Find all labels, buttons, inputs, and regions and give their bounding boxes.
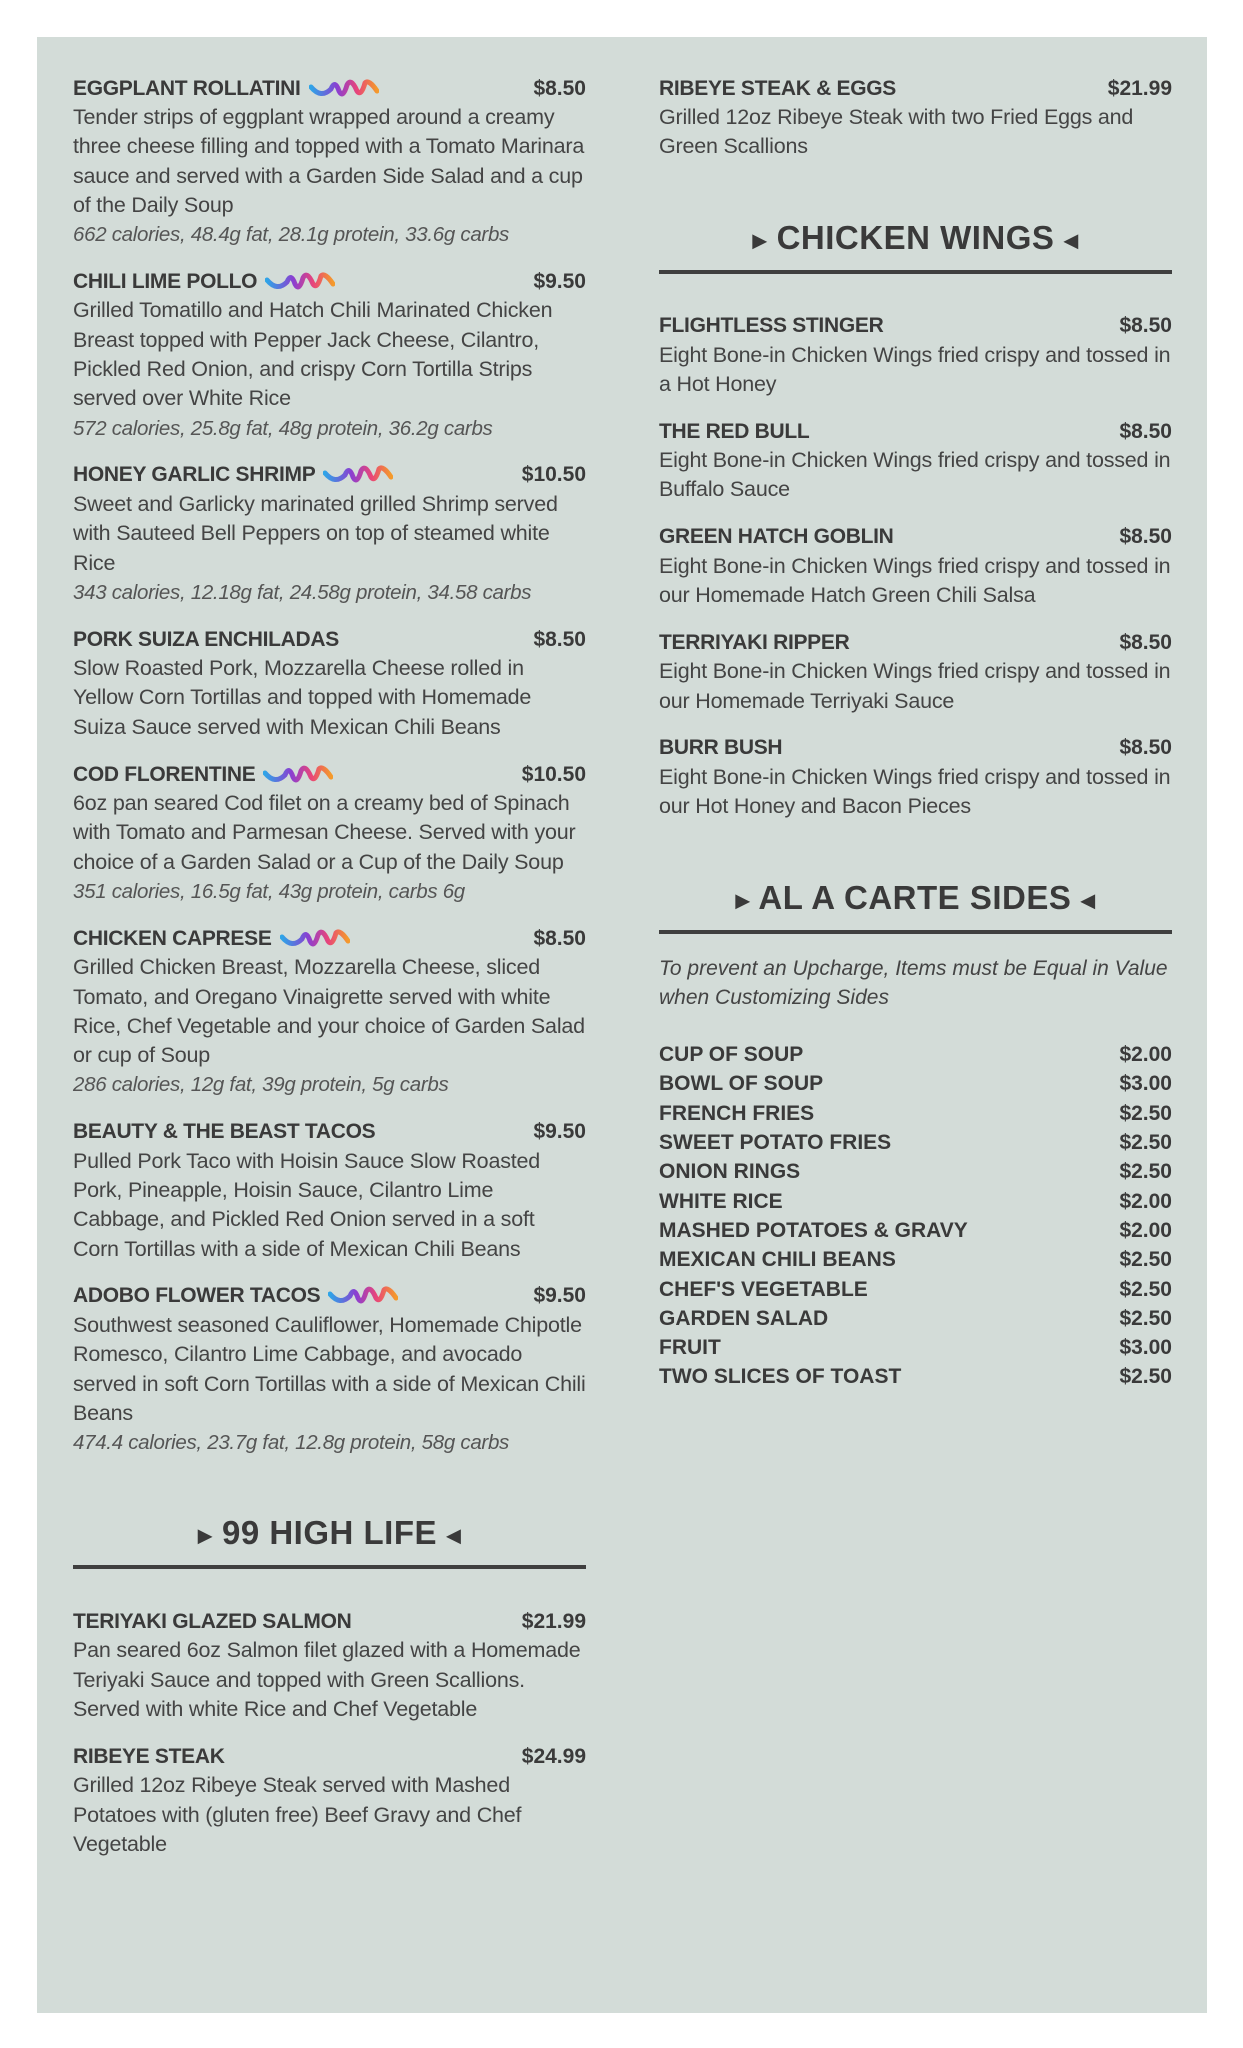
side-price: $2.50 [1119, 1101, 1172, 1125]
section-title [659, 216, 1172, 260]
item-description: Eight Bone-in Chicken Wings fried crispy and tossed in our Homemade Hatch Green Chili Salsa [659, 553, 1171, 608]
side-item [659, 1304, 1172, 1333]
item-description: Southwest seasoned Cauliflower, Homemade Chipotle Romesco, Cilantro Lime Cabbage, and avocado served in soft Corn Tortillas with a side of Mexican Chili Beans [73, 1312, 586, 1425]
side-name: CHEF'S VEGETABLE [659, 1277, 868, 1301]
section-99-high-life [73, 1511, 586, 1859]
item-name-wrap [659, 736, 782, 760]
side-price: $2.50 [1119, 1365, 1172, 1389]
ribbon-icon [280, 927, 350, 951]
item-description: Eight Bone-in Chicken Wings fried crispy and tossed in our Hot Honey and Bacon Pieces [659, 764, 1171, 819]
section-divider [659, 930, 1172, 934]
item-price: $8.50 [1119, 314, 1172, 338]
side-name: MEXICAN CHILI BEANS [659, 1248, 896, 1272]
side-price: $3.00 [1119, 1336, 1172, 1360]
menu-item [73, 74, 586, 249]
side-name: GARDEN SALAD [659, 1306, 829, 1330]
menu-item [659, 312, 1172, 400]
item-name-wrap [73, 1610, 351, 1634]
item-name: HONEY GARLIC SHRIMP [73, 463, 316, 487]
menu-item [73, 1742, 586, 1859]
item-price: $21.99 [521, 1609, 586, 1633]
side-item [659, 1099, 1172, 1128]
menu-item [73, 625, 586, 742]
side-price: $2.50 [1119, 1277, 1172, 1301]
item-description: Tender strips of eggplant wrapped around a creamy three cheese filling and topped with a Tomato Marinara sauce and served with a Garden Side Salad and a cup of the Daily Soup [73, 105, 585, 217]
menu-item [73, 760, 586, 906]
item-price: $21.99 [1107, 76, 1172, 100]
item-price: $8.50 [1119, 525, 1172, 549]
side-price: $2.50 [1119, 1160, 1172, 1184]
item-name: FLIGHTLESS STINGER [659, 314, 884, 338]
side-name: CUP OF SOUP [659, 1043, 804, 1067]
section-title [659, 876, 1172, 920]
item-price: $9.50 [533, 1284, 586, 1308]
item-name: ADOBO FLOWER TACOS [73, 1284, 321, 1308]
ribbon-icon [309, 77, 379, 101]
section-title-text: AL A CARTE SIDES [758, 878, 1072, 916]
item-price: $8.50 [1119, 736, 1172, 760]
triangle-left-icon: ◀ [1081, 889, 1096, 910]
item-name-wrap [659, 77, 896, 101]
item-name-wrap [659, 631, 849, 655]
ribbon-icon [263, 763, 333, 787]
item-name-wrap [73, 763, 333, 787]
item-name-wrap [73, 270, 335, 294]
item-price: $8.50 [1119, 419, 1172, 443]
item-name-wrap [73, 1745, 225, 1769]
item-price: $8.50 [533, 926, 586, 950]
side-price: $2.00 [1119, 1189, 1172, 1213]
item-price: $8.50 [1119, 630, 1172, 654]
side-price: $2.50 [1119, 1131, 1172, 1155]
side-item [659, 1362, 1172, 1391]
side-name: TWO SLICES OF TOAST [659, 1365, 902, 1389]
menu-item [659, 74, 1172, 162]
side-price: $2.00 [1119, 1043, 1172, 1067]
side-name: WHITE RICE [659, 1189, 783, 1213]
item-nutrition: 343 calories, 12.18g fat, 24.58g protein, 34.58 carbs [73, 580, 532, 604]
menu-item [73, 461, 586, 607]
item-price: $9.50 [533, 1120, 586, 1144]
side-name: FRENCH FRIES [659, 1101, 815, 1125]
item-name-wrap [73, 77, 379, 101]
ribbon-icon [328, 1284, 398, 1308]
menu-item [73, 267, 586, 442]
item-name: COD FLORENTINE [73, 762, 256, 786]
item-price: $10.50 [521, 762, 586, 786]
item-description: Eight Bone-in Chicken Wings fried crispy and tossed in our Homemade Terriyaki Sauce [659, 659, 1171, 713]
item-name: EGGPLANT ROLLATINI [73, 76, 301, 100]
ribbon-icon [323, 463, 393, 487]
side-price: $2.50 [1119, 1306, 1172, 1330]
side-item [659, 1333, 1172, 1362]
item-name-wrap [73, 463, 393, 487]
item-name: GREEN HATCH GOBLIN [659, 525, 894, 549]
menu-item [73, 1118, 586, 1264]
item-name: RIBEYE STEAK & EGGS [659, 76, 897, 100]
menu-item [73, 1607, 586, 1724]
item-nutrition: 572 calories, 25.8g fat, 48g protein, 36.2g carbs [73, 416, 493, 440]
item-name: TERIYAKI GLAZED SALMON [73, 1609, 352, 1633]
item-description: Sweet and Garlicky marinated grilled Shrimp served with Sauteed Bell Peppers on top of steamed white Rice [73, 491, 558, 575]
section-chicken-wings [659, 216, 1172, 822]
menu-item [659, 523, 1172, 611]
menu-item [659, 628, 1172, 716]
item-price: $8.50 [533, 76, 586, 100]
left-column [73, 74, 586, 1877]
side-item [659, 1245, 1172, 1274]
side-name: ONION RINGS [659, 1160, 801, 1184]
item-description: Slow Roasted Pork, Mozzarella Cheese rolled in Yellow Corn Tortillas and topped with Homemade Suiza Sauce served with Mexican Chili Beans [73, 656, 532, 739]
item-price: $24.99 [521, 1744, 586, 1768]
menu-item [73, 1282, 586, 1457]
side-name: BOWL OF SOUP [659, 1072, 824, 1096]
item-nutrition: 286 calories, 12g fat, 39g protein, 5g carbs [73, 1073, 449, 1097]
right-column [659, 74, 1172, 1392]
side-name: MASHED POTATOES & GRAVY [659, 1218, 968, 1242]
item-description: Eight Bone-in Chicken Wings fried crispy and tossed in a Hot Honey [659, 342, 1171, 396]
section-al-a-carte-sides [659, 876, 1172, 1392]
ribbon-icon [265, 270, 335, 294]
item-description: Grilled Tomatillo and Hatch Chili Marinated Chicken Breast topped with Pepper Jack Cheese, Cilantro, Pickled Red Onion, and crispy Corn Tortilla Strips served over White Rice [73, 298, 553, 411]
triangle-right-icon: ▶ [197, 1525, 213, 1546]
menu-item [73, 924, 586, 1099]
item-name: THE RED BULL [659, 419, 810, 443]
side-name: SWEET POTATO FRIES [659, 1131, 892, 1155]
menu-item [659, 417, 1172, 505]
triangle-right-icon: ▶ [752, 229, 767, 250]
triangle-right-icon: ▶ [735, 889, 750, 910]
triangle-left-icon: ◀ [1064, 229, 1079, 250]
side-item [659, 1040, 1172, 1069]
item-name-wrap [73, 927, 350, 951]
side-item [659, 1069, 1172, 1098]
section-title [73, 1511, 586, 1555]
item-name-wrap [659, 420, 809, 444]
item-description: Grilled 12oz Ribeye Steak served with Mashed Potatoes with (gluten free) Beef Gravy and Chef Vegetable [73, 1773, 522, 1856]
item-description: Pulled Pork Taco with Hoisin Sauce Slow Roasted Pork, Pineapple, Hoisin Sauce, Cilantro Lime Cabbage, and Pickled Red Onion served in a soft Corn Tortillas with a side of Mexican Chili Beans [73, 1148, 541, 1261]
item-nutrition: 474.4 calories, 23.7g fat, 12.8g protein, 58g carbs [73, 1431, 510, 1455]
item-name: PORK SUIZA ENCHILADAS [73, 627, 339, 651]
item-name: CHILI LIME POLLO [73, 269, 258, 293]
item-name-wrap [659, 525, 894, 549]
section-divider [73, 1565, 586, 1569]
item-name: BEAUTY & THE BEAST TACOS [73, 1120, 376, 1144]
side-name: FRUIT [659, 1336, 721, 1360]
section-title-text: 99 HIGH LIFE [221, 1514, 438, 1552]
triangle-left-icon: ◀ [446, 1525, 462, 1546]
sides-note: To prevent an Upcharge, Items must be Equal in Value when Customizing Sides [659, 956, 1168, 1009]
side-price: $2.00 [1119, 1218, 1172, 1242]
side-item [659, 1157, 1172, 1186]
item-name: BURR BUSH [659, 736, 783, 760]
item-name-wrap [659, 314, 883, 338]
item-name-wrap [73, 1120, 375, 1144]
side-price: $2.50 [1119, 1248, 1172, 1272]
item-description: Grilled Chicken Breast, Mozzarella Cheese, sliced Tomato, and Oregano Vinaigrette served with white Rice, Chef Vegetable and your choice of Garden Salad or cup of Soup [73, 955, 585, 1068]
side-item [659, 1216, 1172, 1245]
side-item [659, 1187, 1172, 1216]
item-name: CHICKEN CAPRESE [73, 926, 272, 950]
item-nutrition: 662 calories, 48.4g fat, 28.1g protein, 33.6g carbs [73, 223, 510, 247]
item-nutrition: 351 calories, 16.5g fat, 43g protein, carbs 6g [73, 879, 465, 903]
side-item [659, 1128, 1172, 1157]
menu-panel [37, 37, 1207, 2013]
item-price: $10.50 [521, 463, 586, 487]
menu-item [659, 734, 1172, 822]
item-description: Pan seared 6oz Salmon filet glazed with a Homemade Teriyaki Sauce and topped with Green Scallions. Served with white Rice and Chef Vegetable [73, 1638, 581, 1721]
side-item [659, 1275, 1172, 1304]
section-title-text: CHICKEN WINGS [776, 218, 1055, 256]
side-price: $3.00 [1119, 1072, 1172, 1096]
item-name-wrap [73, 628, 339, 652]
section-divider [659, 270, 1172, 274]
item-description: Eight Bone-in Chicken Wings fried crispy and tossed in Buffalo Sauce [659, 448, 1171, 502]
item-description: 6oz pan seared Cod filet on a creamy bed of Spinach with Tomato and Parmesan Cheese. Served with your choice of a Garden Salad or a Cup of the Daily Soup [73, 791, 576, 874]
item-description: Grilled 12oz Ribeye Steak with two Fried Eggs and Green Scallions [659, 105, 1134, 159]
item-name: RIBEYE STEAK [73, 1744, 225, 1768]
item-name-wrap [73, 1284, 398, 1308]
item-price: $8.50 [533, 627, 586, 651]
item-price: $9.50 [533, 269, 586, 293]
item-name: TERRIYAKI RIPPER [659, 630, 850, 654]
